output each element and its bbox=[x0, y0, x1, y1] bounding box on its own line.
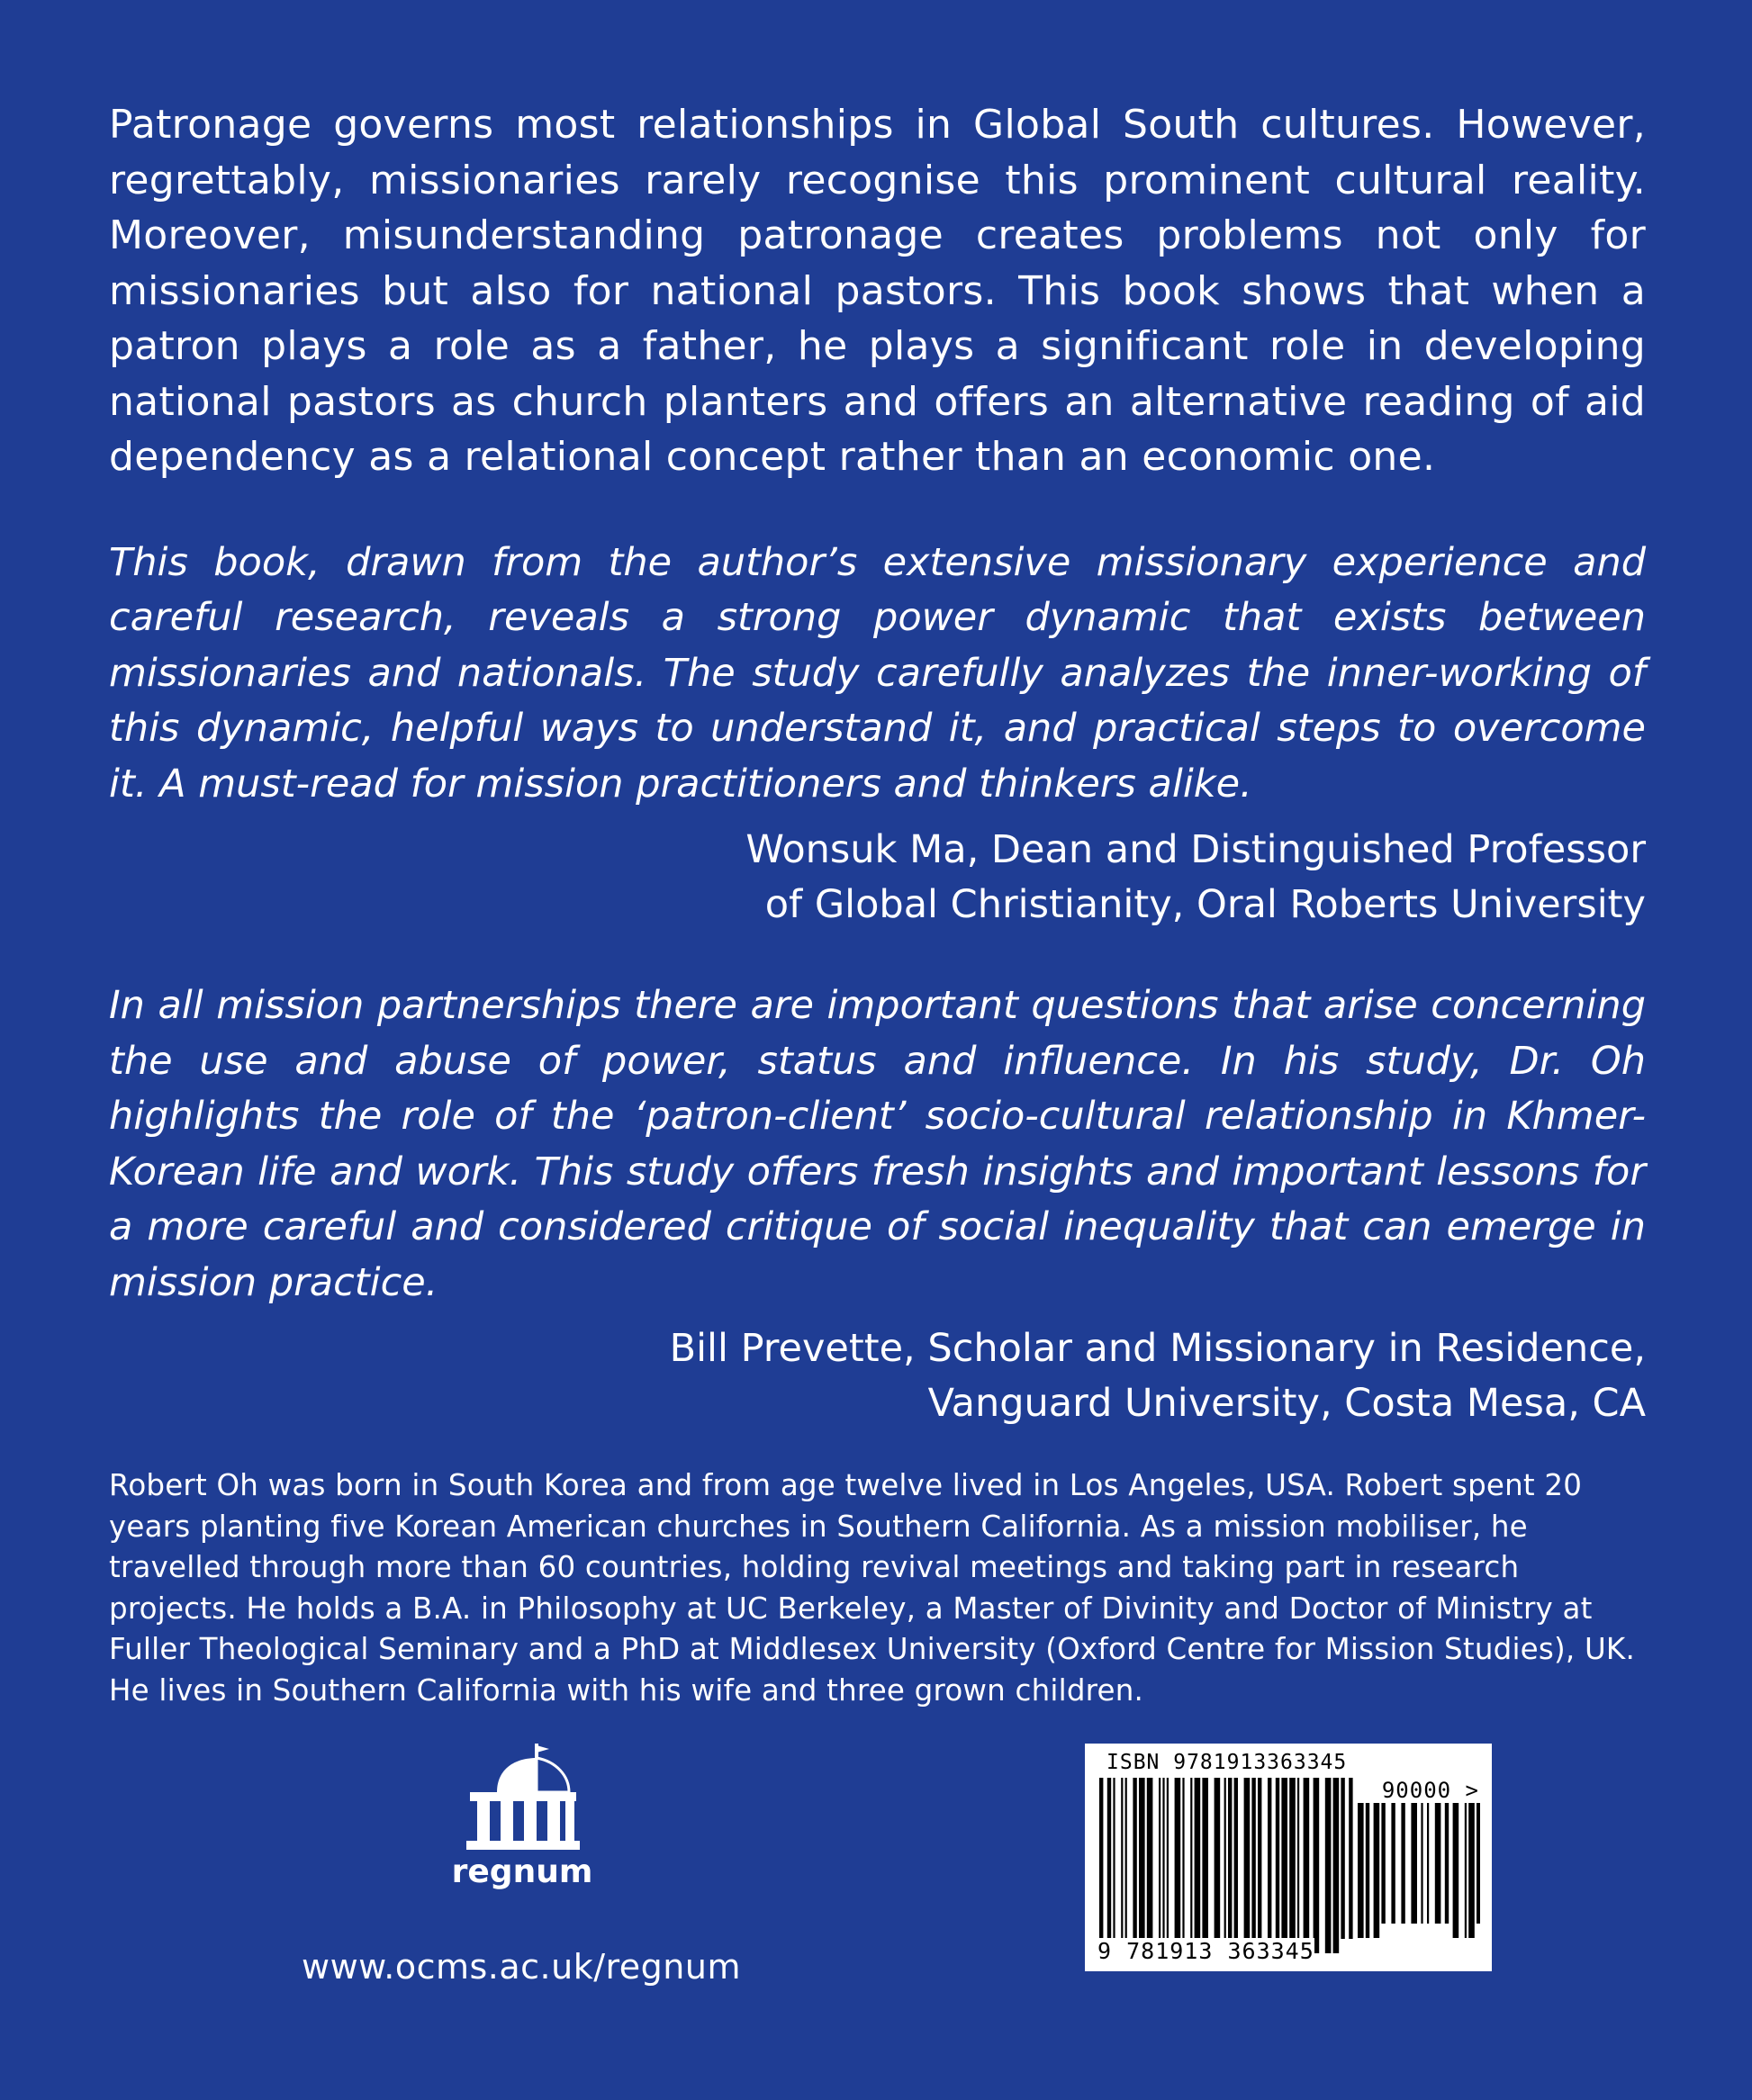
endorsement-quote-2: In all mission partnerships there are important questions that arise concerning the use and abuse of power, status and influence. In his study, Dr. Oh highlights the role of the ‘patron-client’ socio-cultural relationship in Khmer-Korean life and work. This study offers fresh insights and important lessons for a more careful and considered critique of social inequality that can emerge in mission practice. bbox=[109, 983, 1646, 1305]
price-addon-label: 90000 > bbox=[1381, 1778, 1479, 1803]
barcode-bar bbox=[1268, 1778, 1271, 1939]
domed-building-icon bbox=[459, 1742, 585, 1852]
barcode-bar bbox=[1468, 1803, 1475, 1938]
barcode-bar bbox=[1234, 1778, 1238, 1939]
attribution-2-line-2: Vanguard University, Costa Mesa, CA bbox=[927, 1381, 1646, 1426]
endorsement-quote-1: This book, drawn from the author’s extensive missionary experience and careful research, reveals a strong power dynamic that exists between missionaries and nationals. The study carefully analyzes the inner-working of this dynamic, helpful ways to understand it, and practical steps to overcome it. A must-read for mission practitioners and thinkers alike. bbox=[109, 539, 1646, 807]
barcode-bar bbox=[1182, 1778, 1184, 1939]
barcode-bar bbox=[1099, 1778, 1103, 1953]
isbn-label: ISBN 9781913363345 bbox=[1106, 1751, 1348, 1774]
barcode-bar bbox=[1281, 1778, 1287, 1939]
barcode-bar bbox=[1202, 1778, 1208, 1939]
barcode-bar bbox=[1258, 1778, 1261, 1939]
barcode-bar bbox=[1341, 1778, 1344, 1939]
publisher-website: www.ocms.ac.uk/regnum bbox=[302, 1947, 741, 1987]
barcode-bar bbox=[1162, 1778, 1164, 1939]
endorsement-attribution-1 bbox=[109, 823, 1646, 933]
barcode-bar bbox=[1125, 1778, 1127, 1939]
endorsement-attribution-2 bbox=[109, 1321, 1646, 1431]
barcode-bar bbox=[1401, 1803, 1404, 1924]
barcode-bar bbox=[1349, 1778, 1352, 1939]
attribution-1-line-1: Wonsuk Ma, Dean and Distinguished Professor bbox=[745, 827, 1646, 872]
author-bio: Robert Oh was born in South Korea and from age twelve lived in Los Angeles, USA. Robert spent 20 years planting five Korean American churches in Southern California. As a mission mobiliser, he travelled through more than 60 countries, holding revival meetings and taking part in research projects. He holds a B.A. in Philosophy at UC Berkeley, a Master of Divinity and Doctor of Ministry at Fuller Theological Seminary and a PhD at Middlesex University (Oxford Centre for Mission Studies), UK. He lives in Southern California with his wife and three grown children. bbox=[109, 1468, 1635, 1708]
book-description bbox=[109, 97, 1646, 485]
barcode-bar bbox=[1224, 1778, 1226, 1939]
barcode-bar bbox=[1175, 1778, 1181, 1939]
barcode-bar bbox=[1391, 1803, 1395, 1924]
book-description-main: Patronage governs most relationships in Global South cultures. However, regrettably, missionaries rarely recognise this prominent cultural reality. Moreover, misunderstanding patronage creates problems not only for missionaries but also for national pastors. This book shows that when a patron plays a role as a father, he plays a significant role in developing national pastors as church planters and offers an alternative reading of aid dependency as a bbox=[109, 102, 1646, 480]
ean13-bars bbox=[1099, 1778, 1356, 1953]
publisher-name: regnum bbox=[451, 1853, 593, 1890]
publisher-logo bbox=[450, 1742, 594, 1890]
barcode-bar bbox=[1159, 1778, 1160, 1939]
barcode-bar bbox=[1139, 1778, 1145, 1939]
addon-bars bbox=[1358, 1803, 1480, 1938]
barcode-bar bbox=[1304, 1778, 1310, 1939]
attribution-1-line-2: of Global Christianity, Oral Roberts University bbox=[764, 882, 1646, 927]
barcode-bar bbox=[1133, 1778, 1136, 1939]
back-cover-text bbox=[109, 97, 1646, 1711]
barcode-bar bbox=[1411, 1803, 1417, 1924]
barcode-bar bbox=[1228, 1778, 1232, 1939]
barcode-bar bbox=[1244, 1778, 1251, 1939]
barcode-bar bbox=[1121, 1778, 1123, 1939]
barcode-bar bbox=[1113, 1778, 1115, 1953]
barcode-bar bbox=[1167, 1778, 1169, 1939]
barcode-bar bbox=[1147, 1778, 1153, 1939]
barcode-bar bbox=[1325, 1778, 1332, 1953]
barcode-bar bbox=[1421, 1803, 1422, 1924]
barcode-bar bbox=[1297, 1778, 1299, 1939]
barcode-bar bbox=[1374, 1803, 1380, 1938]
attribution-2-line-1: Bill Prevette, Scholar and Missionary in Residence, bbox=[669, 1326, 1646, 1371]
barcode-bar bbox=[1276, 1778, 1279, 1939]
barcode-bar bbox=[1289, 1778, 1296, 1939]
barcode-bar bbox=[1333, 1778, 1340, 1953]
barcode-bar bbox=[1107, 1778, 1111, 1953]
book-description-end: relational concept rather than an economic one. bbox=[464, 434, 1436, 480]
barcode-bar bbox=[1453, 1803, 1459, 1938]
barcode-bar bbox=[1477, 1803, 1480, 1924]
barcode-bar bbox=[1190, 1778, 1192, 1939]
barcode-bar bbox=[1314, 1778, 1320, 1953]
barcode-bar bbox=[1381, 1803, 1385, 1924]
isbn-barcode bbox=[1085, 1744, 1492, 1971]
isbn-digits: 9 781913 363345 bbox=[1097, 1938, 1314, 1964]
barcode-bar bbox=[1251, 1778, 1255, 1939]
barcode-bar bbox=[1366, 1803, 1369, 1938]
barcode-bar bbox=[1445, 1803, 1449, 1924]
barcode-bar bbox=[1427, 1803, 1429, 1924]
barcode-bar bbox=[1435, 1803, 1441, 1924]
barcode-bar bbox=[1195, 1778, 1201, 1939]
barcode-bar bbox=[1215, 1778, 1221, 1939]
barcode-bar bbox=[1465, 1803, 1467, 1938]
barcode-bar bbox=[1358, 1803, 1364, 1938]
